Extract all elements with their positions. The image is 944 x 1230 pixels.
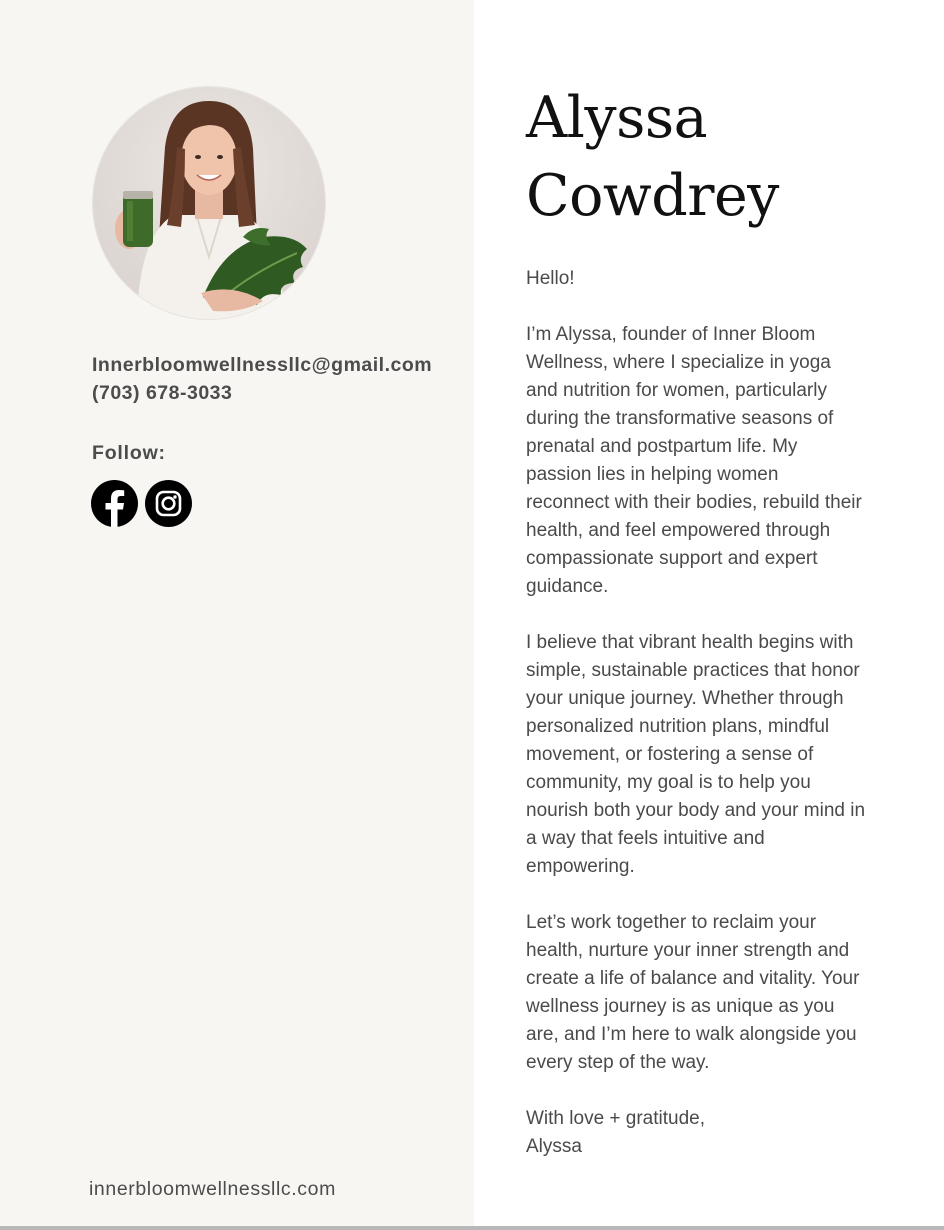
profile-photo	[93, 87, 325, 319]
bio-signature: Alyssa	[526, 1136, 582, 1157]
bio-text	[526, 265, 866, 1161]
facebook-icon	[91, 480, 138, 527]
bio-paragraph-3: Let’s work together to reclaim your health, nurture your inner strength and create a life of balance and vitality. Your wellness journey is as unique as you are, and I’m here to walk alongside you every step of the way.	[526, 912, 860, 1073]
instagram-link[interactable]	[145, 480, 192, 527]
website-link[interactable]: innerbloomwellnessllc.com	[89, 1178, 336, 1200]
facebook-link[interactable]	[91, 480, 138, 527]
instagram-icon	[145, 480, 192, 527]
bio-greeting: Hello!	[526, 268, 575, 289]
page-title-last-name: Cowdrey	[526, 163, 779, 229]
bottom-divider	[0, 1226, 944, 1230]
bio-closing: With love + gratitude,	[526, 1108, 706, 1129]
follow-label: Follow:	[92, 442, 166, 464]
bio-paragraph-1: I’m Alyssa, founder of Inner Bloom Wellness, where I specialize in yoga and nutrition for women, particularly during the transformative seasons of prenatal and postpartum life. My passion lies in helping women reconnect with their bodies, rebuild their health, and feel empowered through compassionate support and expert guidance.	[526, 324, 862, 597]
bio-paragraph-2: I believe that vibrant health begins with simple, sustainable practices that honor your unique journey. Whether through personalized nutrition plans, mindful movement, or fostering a sense of community, my goal is to help you nourish both your body and your mind in a way that feels intuitive and empowering.	[526, 632, 866, 877]
contact-phone[interactable]: (703) 678-3033	[92, 382, 233, 404]
contact-email[interactable]: Innerbloomwellnessllc@gmail.com	[92, 354, 433, 376]
page-title-first-name: Alyssa	[526, 85, 708, 151]
